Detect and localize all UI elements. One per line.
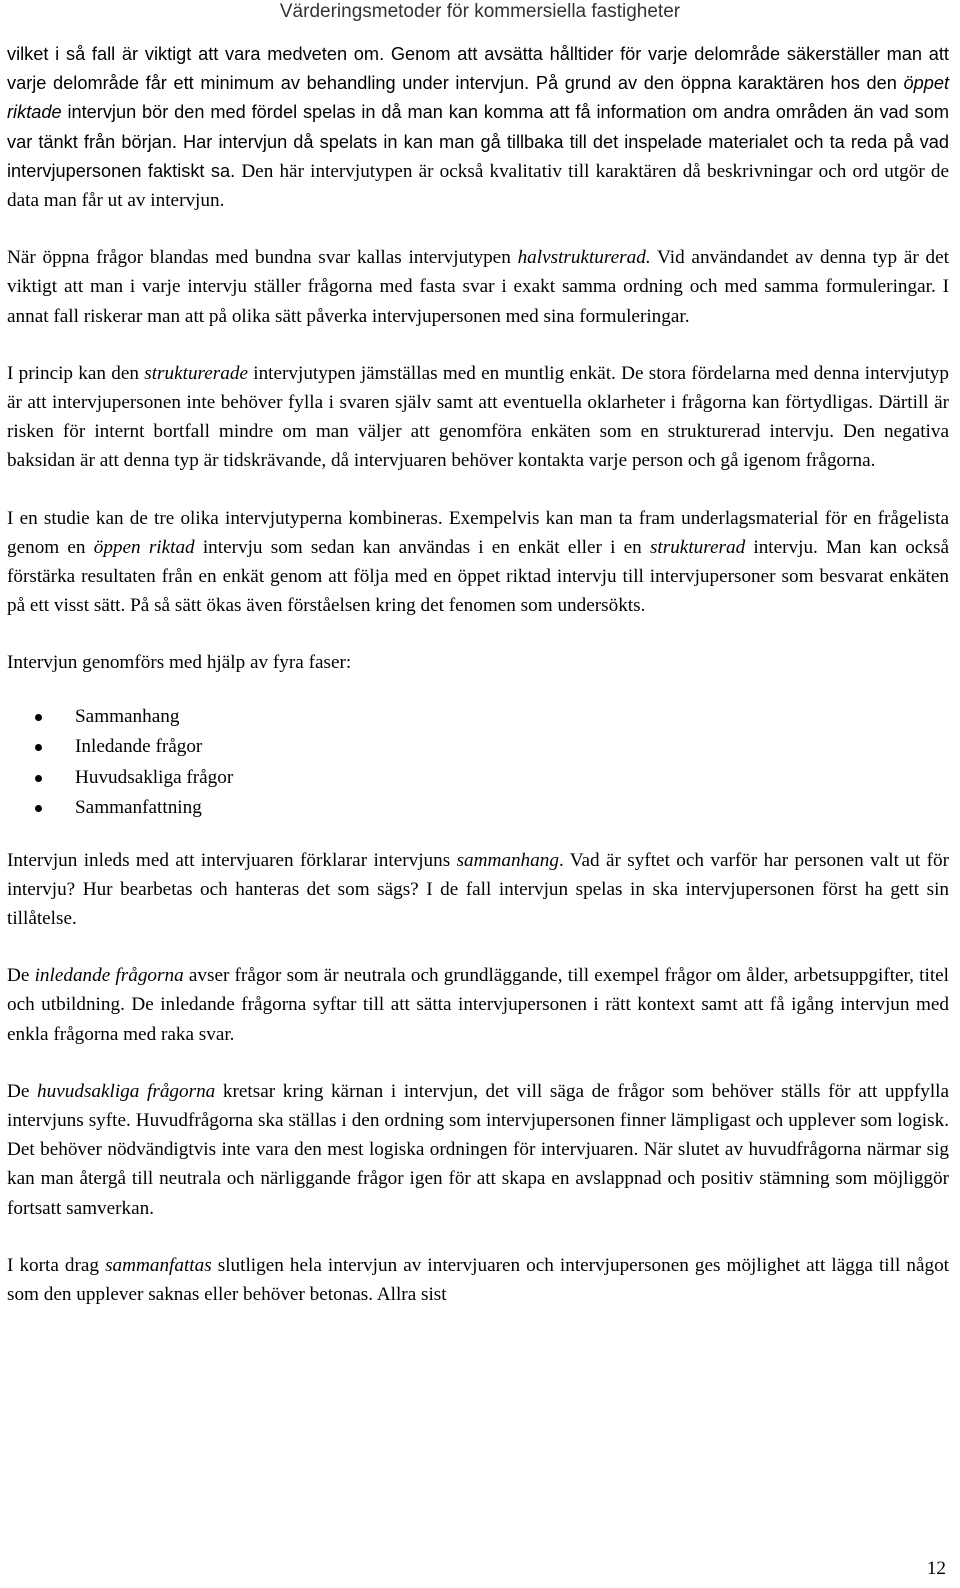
paragraph-9-text-b: slutligen hela intervjun av intervjuaren och intervjupersonen ges möjlighet att lägga till något som den upplever saknas eller behöver betonas. Allra sist bbox=[7, 1254, 949, 1306]
bullet-icon bbox=[35, 744, 42, 751]
page-body bbox=[7, 40, 949, 1309]
paragraph-8 bbox=[7, 1077, 949, 1223]
bullet-icon bbox=[35, 775, 42, 782]
page-number: 12 bbox=[926, 1558, 946, 1579]
paragraph-1-emphasis: öppet riktade bbox=[7, 73, 949, 123]
paragraph-5: Intervjun genomförs med hjälp av fyra faser: bbox=[7, 652, 352, 674]
paragraph-2-text-a: När öppna frågor blandas med bundna svar kallas intervjutypen bbox=[7, 247, 518, 269]
paragraph-7 bbox=[7, 961, 949, 1049]
paragraph-6-emphasis: sammanhang bbox=[456, 849, 559, 871]
paragraph-9 bbox=[7, 1251, 949, 1309]
paragraph-4-text-b: intervju som sedan kan användas i en enkät eller i en bbox=[194, 536, 650, 558]
paragraph-3-emphasis: strukturerade bbox=[144, 362, 248, 384]
list-item-label: Sammanfattning bbox=[75, 797, 202, 819]
paragraph-7-text-b: avser frågor som är neutrala och grundläggande, till exempel frågor om ålder, arbetsuppgifter, titel och utbildning. De inledande frågorna syftar till att sätta intervjupersonen i rätt kontext samt att få igång intervjun med enkla frågorna med raka svar. bbox=[7, 965, 950, 1045]
paragraph-9-text-a: I korta drag bbox=[7, 1254, 106, 1276]
paragraph-2-text-b: Vid användandet av denna typ är det viktigt att man i varje intervju ställer frågorna med fasta svar i exakt samma ordning och med samma formuleringar. I annat fall riskerar man att på olika sätt påverka intervjupersonen med sina formuleringar. bbox=[7, 247, 949, 327]
phase-list bbox=[7, 702, 949, 824]
paragraph-3-text-a: I princip kan den bbox=[7, 362, 145, 384]
paragraph-4-text-a: I en studie kan de tre olika intervjutyperna kombineras. Exempelvis kan man ta fram underlagsmaterial för en frågelista genom en bbox=[7, 507, 949, 558]
bullet-icon bbox=[35, 714, 42, 721]
list-item-label: Sammanhang bbox=[75, 705, 180, 727]
paragraph-1-text-a: vilket i så fall är viktigt att vara medveten om. Genom att avsätta hålltider för varje delområde säkerställer man att varje delområde får ett minimum av behandling under intervjun. På grund av den öppna karaktären hos den bbox=[7, 44, 949, 94]
paragraph-7-emphasis: inledande frågorna bbox=[34, 965, 184, 987]
paragraph-4-emphasis-2: strukturerad bbox=[649, 536, 746, 558]
paragraph-6 bbox=[7, 846, 949, 934]
paragraph-3 bbox=[7, 359, 949, 476]
list-item bbox=[7, 793, 949, 824]
paragraph-8-text-a: De bbox=[7, 1080, 38, 1102]
list-item-label: Huvudsakliga frågor bbox=[75, 766, 234, 788]
list-item bbox=[7, 702, 949, 733]
list-item bbox=[7, 763, 949, 794]
paragraph-6-text-a: Intervjun inleds med att intervjuaren förklarar intervjuns bbox=[7, 849, 457, 871]
paragraph-6-text-b: . Vad är syftet och varför har personen valt ut för intervju? Hur bearbetas och hanteras det som sägs? I de fall intervjun spelas in ska intervjupersonen först ha gett sin tillåtelse. bbox=[7, 849, 949, 930]
paragraph-7-text-a: De bbox=[7, 965, 35, 987]
paragraph-1 bbox=[7, 40, 949, 215]
paragraph-3-text-b: intervjutypen jämställas med en muntlig enkät. De stora fördelarna med denna intervjutyp är att intervjupersonen inte behöver fylla i svaren själv samt att eventuella oklarheter i frågorna kan förtydligas. Därtill är risken för internt bortfall mindre om man väljer att genomföra enkäten som en strukturerad intervju. Den negativa baksidan är att denna typ är tidskrävande, då intervjuaren behöver kontakta varje person och gå igenom frågorna. bbox=[7, 362, 949, 472]
paragraph-8-text-b: kretsar kring kärnan i intervjun, det vill säga de frågor som behöver ställs för att uppfylla intervjuns syfte. Huvudfrågorna ska ställas i den ordning som intervjupersonen finner lämpligast och upplever som logisk. Det behöver nödvändigtvis inte vara den mest logiska ordningen för intervjuaren. När slutet av huvudfrågorna närmar sig kan man återgå till neutrala och närliggande frågor igen för att skapa en avslappnad och positiv stämning som möjliggör fortsatt samverkan. bbox=[7, 1080, 949, 1219]
paragraph-1-text-b: intervjun bör den med fördel spelas in då man kan komma att få information om andra områden än vad som var tänkt från början. Har intervjun då spelats in kan man gå tillbaka till det inspelade materialet och ta reda på vad intervjupersonen faktiskt sa. bbox=[7, 102, 949, 181]
paragraph-4 bbox=[7, 504, 949, 621]
list-item-label: Inledande frågor bbox=[75, 736, 203, 758]
running-header: Värderingsmetoder för kommersiella fastigheter bbox=[279, 1, 681, 22]
paragraph-8-emphasis: huvudsakliga frågorna bbox=[37, 1080, 216, 1102]
paragraph-9-emphasis: sammanfattas bbox=[105, 1254, 212, 1276]
paragraph-1-text-c: Den här intervjutypen är också kvalitativ till karaktären då beskrivningar och ord utgör de data man får ut av intervjun. bbox=[7, 160, 950, 212]
paragraph-2 bbox=[7, 243, 949, 331]
bullet-icon bbox=[35, 805, 42, 812]
paragraph-2-emphasis: halvstrukturerad. bbox=[517, 247, 651, 269]
paragraph-4-emphasis-1: öppen riktad bbox=[93, 536, 195, 558]
paragraph-4-text-c: intervju. Man kan också förstärka resultaten från en enkät genom att följa med en öppet riktad intervju till intervjupersoner som besvarat enkäten på ett visst sätt. På så sätt ökas även förståelsen kring det fenomen som undersökts. bbox=[7, 536, 949, 617]
list-item bbox=[7, 732, 949, 763]
